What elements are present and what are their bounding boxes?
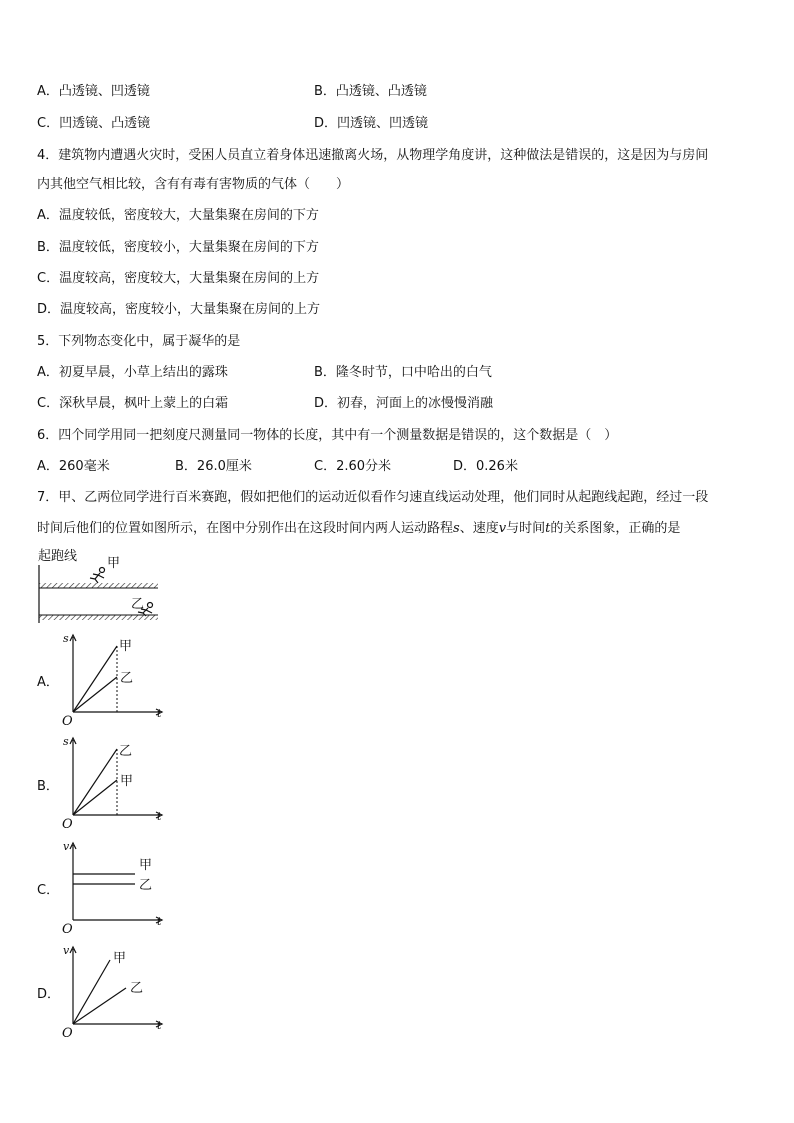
q4-stem-line1: 4．建筑物内遭遇火灾时，受困人员直立着身体迅速撤离火场，从物理学角度讲，这种做法是错误的，这是因为与房间 [37, 148, 709, 163]
q7-stem-line2-c: 与时间 [506, 521, 546, 536]
q7-option-d-graph [60, 944, 170, 1039]
q3-option-b: B．凸透镜、凸透镜 [314, 84, 427, 99]
upper-label: 甲 [113, 951, 127, 966]
line-lower [73, 988, 126, 1024]
q7-option-a-graph [60, 632, 170, 727]
q6-option-d: D．0.26米 [453, 459, 518, 474]
runner-jia-label: 甲 [107, 556, 121, 571]
track-bottom-hatch [39, 615, 158, 620]
q3-option-a: A．凸透镜、凹透镜 [37, 84, 150, 99]
x-axis-label: t [157, 810, 162, 823]
lower-label: 乙 [120, 671, 134, 686]
y-axis-label: v [63, 944, 70, 957]
q7-symbol-t: t [545, 521, 551, 536]
line-upper [73, 960, 110, 1024]
q6-option-c: C．2.60分米 [314, 459, 392, 474]
origin-label: O [62, 714, 73, 729]
upper-label: 甲 [139, 858, 153, 873]
q4-option-d: D．温度较高，密度较小，大量集聚在房间的上方 [37, 302, 321, 317]
origin-label: O [62, 817, 73, 832]
lower-label: 甲 [120, 774, 134, 789]
y-axis-label: s [63, 735, 69, 748]
lower-label: 乙 [139, 878, 153, 893]
q7-stem-line2-b: 、速度 [459, 521, 499, 536]
q4-option-a: A．温度较低，密度较大，大量集聚在房间的下方 [37, 208, 319, 223]
x-axis-label: t [157, 707, 162, 720]
q5-option-d: D．初春，河面上的冰慢慢消融 [314, 396, 494, 411]
q5-stem: 5．下列物态变化中，属于凝华的是 [37, 334, 241, 349]
q7-symbol-v: v [498, 521, 507, 536]
q4-stem-line2: 内其他空气相比较，含有有毒有害物质的气体（ ） [37, 177, 350, 192]
q7-stem-line2-a: 时间后他们的位置如图所示，在图中分别作出在这段时间内两人运动路程 [37, 521, 454, 536]
q7-symbol-s: s [453, 521, 460, 536]
runner-yi-label: 乙 [131, 597, 145, 612]
runner-jia-icon [90, 568, 105, 584]
y-axis-label: s [63, 632, 69, 645]
line-lower [73, 780, 117, 815]
q3-option-c: C．凹透镜、凸透镜 [37, 116, 151, 131]
lower-label: 乙 [130, 981, 144, 996]
origin-label: O [62, 922, 73, 937]
q6-option-a: A．260毫米 [37, 459, 110, 474]
q7-option-b-graph [60, 735, 170, 830]
q3-option-d: D．凹透镜、凹透镜 [314, 116, 429, 131]
upper-label: 甲 [119, 639, 133, 654]
race-track-figure [38, 545, 163, 625]
origin-label: O [62, 1026, 73, 1041]
start-line-label: 起跑线 [38, 549, 78, 564]
q7-stem-line2-d: 的关系图象，正确的是 [550, 521, 681, 536]
q7-option-c-graph [60, 840, 170, 935]
q6-stem: 6．四个同学用同一把刻度尺测量同一物体的长度，其中有一个测量数据是错误的，这个数据是（ ） [37, 428, 618, 443]
x-axis-label: t [157, 1019, 162, 1032]
q7-stem-line1: 7．甲、乙两位同学进行百米赛跑，假如把他们的运动近似看作匀速直线运动处理，他们同时从起跑线起跑，经过一段 [37, 490, 709, 505]
q7-option-b-label: B． [37, 779, 59, 794]
q5-option-a: A．初夏早晨，小草上结出的露珠 [37, 365, 228, 380]
q4-option-c: C．温度较高，密度较大，大量集聚在房间的上方 [37, 271, 320, 286]
y-axis-label: v [63, 840, 70, 853]
q7-option-d-label: D． [37, 987, 61, 1002]
q4-option-b: B．温度较低，密度较小，大量集聚在房间的下方 [37, 240, 319, 255]
x-axis-label: t [157, 915, 162, 928]
q5-option-c: C．深秋早晨，枫叶上蒙上的白霜 [37, 396, 229, 411]
line-upper [73, 646, 117, 712]
line-upper [73, 749, 117, 815]
q7-option-c-label: C． [37, 883, 60, 898]
upper-label: 乙 [119, 744, 133, 759]
q7-stem-line2 [37, 520, 680, 538]
q7-option-a-label: A． [37, 675, 59, 690]
track-top-hatch [39, 583, 158, 588]
q6-option-b: B．26.0厘米 [175, 459, 252, 474]
line-lower [73, 677, 117, 712]
q5-option-b: B．隆冬时节，口中哈出的白气 [314, 365, 492, 380]
